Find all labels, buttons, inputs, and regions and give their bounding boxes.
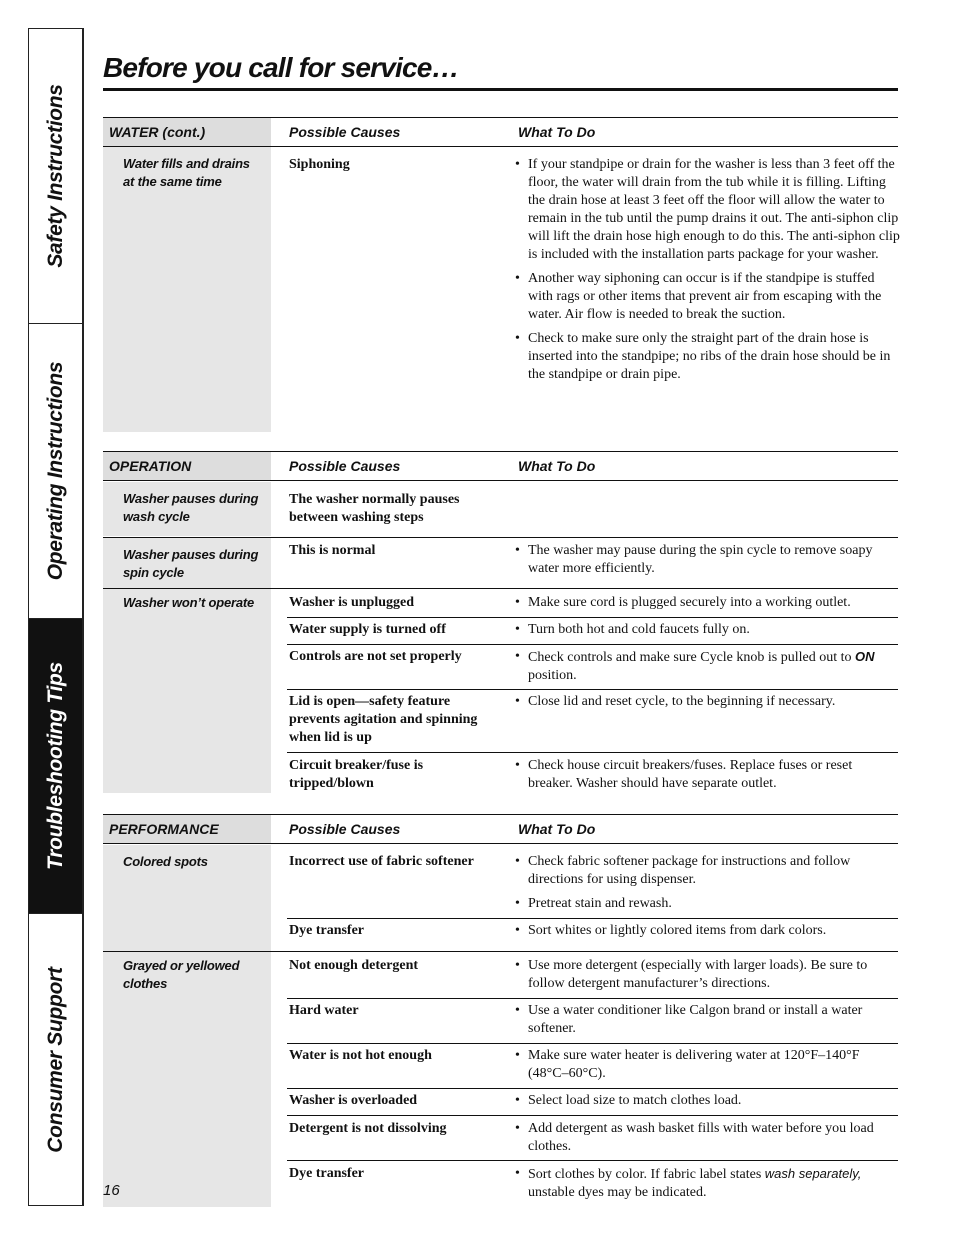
todo-item: • Select load size to match clothes load. <box>515 1092 900 1110</box>
row-divider <box>287 752 898 753</box>
row-divider <box>287 617 898 618</box>
what-to-do-header: What To Do <box>518 458 596 474</box>
cause-label: Incorrect use of fabric softener <box>289 854 474 869</box>
cause-label: Washer is overloaded <box>289 1093 418 1108</box>
section-water <box>103 117 898 433</box>
todo-list <box>515 156 900 390</box>
todo-item: • Use more detergent (especially with larger loads). Be sure to follow detergent manufacturer’s directions. <box>515 957 900 993</box>
possible-causes-header: Possible Causes <box>289 124 401 140</box>
on-label: ON <box>855 649 875 664</box>
page-title: Before you call for service… <box>103 52 459 83</box>
todo-item: • If your standpipe or drain for the washer is less than 3 feet off the floor, the water will drain from the tub while it is filling. Lifting the drain hose at least 3 feet off the floor will allow the water to remain in the tub until the pump drains it out. The anti-siphon clip will lift the drain hose high enough to do this. The anti-siphon clip is included with the installation parts package for your washer. <box>515 156 900 264</box>
cause-label: Not enough detergent <box>289 958 419 973</box>
todo-item: • Pretreat stain and rewash. <box>515 895 900 913</box>
problem-cell <box>103 482 271 536</box>
cause-label: Lid is open—safety feature prevents agitation and spinning when lid is up <box>289 694 478 745</box>
todo-item: • Add detergent as wash basket fills with water before you load clothes. <box>515 1120 900 1156</box>
todo-list <box>515 693 900 717</box>
problem-label: Water fills and drains at the same time <box>123 156 250 189</box>
cause-label: Circuit breaker/fuse is tripped/blown <box>289 758 424 791</box>
todo-item: • The washer may pause during the spin cycle to remove soapy water more efficiently. <box>515 542 900 578</box>
todo-list <box>515 757 900 799</box>
what-to-do-header: What To Do <box>518 821 596 837</box>
todo-item: • Check house circuit breakers/fuses. Replace fuses or reset breaker. Washer should have separate outlet. <box>515 757 900 793</box>
todo-item: • Turn both hot and cold faucets fully on. <box>515 621 900 639</box>
wash-separately-label: wash separately, <box>764 1166 862 1181</box>
cause-label: Controls are not set properly <box>289 649 462 664</box>
todo-item: • Make sure water heater is delivering water at 120°F–140°F (48°C–60°C). <box>515 1047 900 1083</box>
title-rule <box>103 88 898 91</box>
row-divider <box>287 1160 898 1161</box>
problem-cell <box>103 589 271 793</box>
problem-label: Washer pauses during spin cycle <box>123 547 259 580</box>
side-tabs <box>28 28 84 1206</box>
todo-item: • Another way siphoning can occur is if the standpipe is stuffed with rags or other items that prevent air from escaping with the water. Air flow is needed to break the suction. <box>515 270 900 324</box>
problem-label: Grayed or yellowed clothes <box>123 958 240 991</box>
problem-label: Colored spots <box>123 854 208 869</box>
row-divider <box>287 644 898 645</box>
cause-label: Washer is unplugged <box>289 595 415 610</box>
todo-item: • Check controls and make sure Cycle knob is pulled out to ON position. <box>515 648 900 685</box>
todo-list <box>515 1047 900 1089</box>
row-divider <box>287 918 898 919</box>
problem-label: Washer pauses during wash cycle <box>123 491 259 524</box>
section-header <box>103 814 898 844</box>
row-divider <box>287 689 898 690</box>
problem-cell <box>103 845 271 951</box>
todo-list <box>515 1165 900 1208</box>
cause-label: Dye transfer <box>289 923 365 938</box>
section-header <box>103 117 898 147</box>
todo-list <box>515 621 900 645</box>
tab-troubleshooting-tips[interactable]: Troubleshooting Tips <box>29 619 82 914</box>
todo-item: • Close lid and reset cycle, to the beginning if necessary. <box>515 693 900 711</box>
cause-label: Water supply is turned off <box>289 622 446 637</box>
what-to-do-header: What To Do <box>518 124 596 140</box>
tab-safety-instructions[interactable]: Safety Instructions <box>29 29 82 324</box>
problem-cell <box>103 952 271 1207</box>
cause-label: The washer normally pauses between washing steps <box>289 492 460 525</box>
section-performance <box>103 814 898 1207</box>
cause-label: Dye transfer <box>289 1166 365 1181</box>
todo-list <box>515 1002 900 1044</box>
todo-list <box>515 957 900 999</box>
row-divider <box>287 1115 898 1116</box>
row-divider <box>287 1088 898 1089</box>
todo-item: • Check fabric softener package for instructions and follow directions for using dispenser. <box>515 853 900 889</box>
possible-causes-header: Possible Causes <box>289 821 401 837</box>
tab-consumer-support[interactable]: Consumer Support <box>43 967 67 1153</box>
cause-label: This is normal <box>289 543 376 558</box>
possible-causes-header: Possible Causes <box>289 458 401 474</box>
todo-list <box>515 1120 900 1162</box>
category-label: WATER (cont.) <box>103 118 271 146</box>
row-divider <box>287 1043 898 1044</box>
todo-list <box>515 542 900 584</box>
todo-list <box>515 648 900 691</box>
todo-item: • Use a water conditioner like Calgon brand or install a water softener. <box>515 1002 900 1038</box>
problem-label: Washer won’t operate <box>123 595 255 610</box>
cause-label: Hard water <box>289 1003 359 1018</box>
problem-cell <box>103 147 271 432</box>
section-operation <box>103 451 898 796</box>
category-label: OPERATION <box>103 452 271 480</box>
todo-item: • Sort whites or lightly colored items from dark colors. <box>515 922 900 940</box>
todo-item: • Make sure cord is plugged securely into a working outlet. <box>515 594 900 612</box>
row-divider <box>287 998 898 999</box>
todo-list <box>515 594 900 618</box>
cause-label: Siphoning <box>289 157 350 172</box>
cause-label: Detergent is not dissolving <box>289 1121 447 1136</box>
todo-list <box>515 922 900 946</box>
todo-item: • Check to make sure only the straight part of the drain hose is inserted into the standpipe; no ribs of the drain hose should be in the standpipe or drain pipe. <box>515 330 900 384</box>
todo-list <box>515 853 900 919</box>
problem-cell <box>103 538 271 588</box>
category-label: PERFORMANCE <box>103 815 271 843</box>
section-header <box>103 451 898 481</box>
tab-operating-instructions[interactable]: Operating Instructions <box>29 324 82 619</box>
page-number: 16 <box>103 1182 120 1199</box>
cause-label: Water is not hot enough <box>289 1048 432 1063</box>
todo-item: • Sort clothes by color. If fabric label states wash separately, unstable dyes may be indicated. <box>515 1165 900 1202</box>
todo-list <box>515 1092 900 1116</box>
